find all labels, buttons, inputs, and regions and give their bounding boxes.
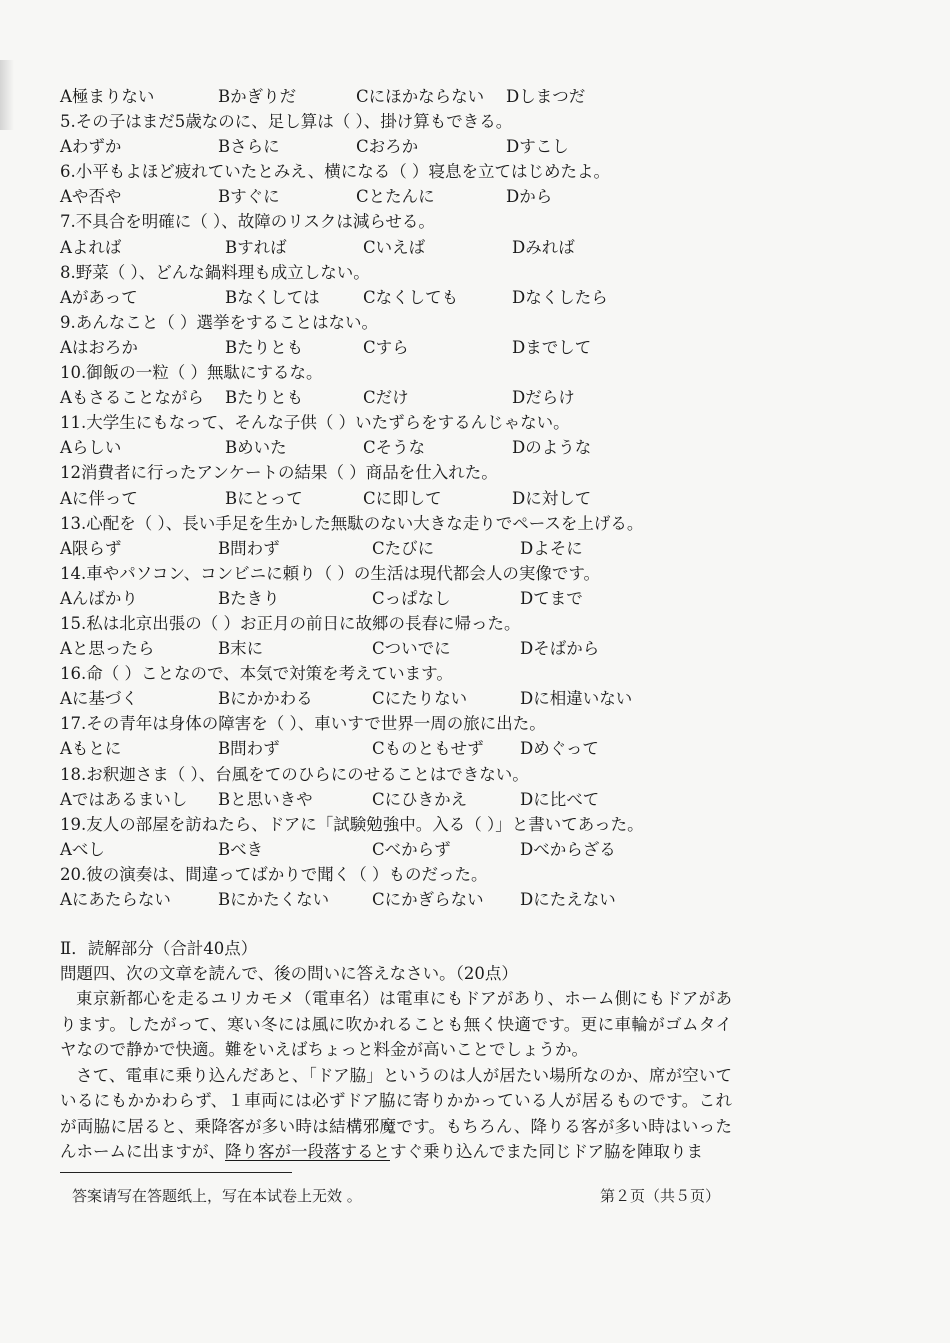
- option-c: Cそうな: [363, 438, 426, 458]
- option-b: Bさらに: [218, 137, 280, 157]
- option-a: Aらしい: [60, 438, 122, 458]
- option-d: Dにたえない: [520, 890, 616, 909]
- option-b: Bと思いきや: [218, 789, 313, 809]
- option-b: Bたりとも: [225, 337, 304, 357]
- question-18: 18.お釈迦さま（ ）、台風をてのひらにのせることはできない。: [60, 764, 529, 784]
- option-c: Cっぱなし: [372, 588, 451, 608]
- question-8: 8.野菜（ ）、どんな鍋料理も成立しない。: [60, 262, 370, 282]
- option-b: Bにかかわる: [218, 689, 313, 709]
- section-heading: Ⅱ．読解部分（合計40点）: [60, 939, 258, 959]
- option-d: Dよそに: [520, 538, 583, 558]
- option-a: Aわずか: [60, 137, 122, 157]
- options-11: [60, 435, 740, 460]
- question-list: [60, 84, 740, 1165]
- option-d: Dまでして: [512, 337, 592, 357]
- option-c: Cに即して: [363, 488, 442, 508]
- option-b: B問わず: [218, 739, 280, 759]
- options-7: [60, 235, 740, 260]
- passage-paragraph-2: [60, 1063, 732, 1165]
- question-17: 17.その青年は身体の障害を（ ）、車いすで世界一周の旅に出た。: [60, 714, 546, 734]
- option-d: Dしまつだ: [506, 87, 586, 106]
- option-c: Cいえば: [363, 237, 426, 257]
- scan-shadow: [0, 60, 14, 130]
- option-b: B問わず: [218, 538, 280, 558]
- question-6: 6.小平もよほど疲れていたとみえ、横になる（ ）寝息を立てはじめたよ。: [60, 162, 610, 182]
- question-11: 11.大学生にもなって、そんな子供（ ）いたずらをするんじゃない。: [60, 413, 570, 433]
- option-a: Aはおろか: [60, 337, 138, 357]
- option-d: Dに相違いない: [520, 689, 633, 709]
- question-13: 13.心配を（ ）、長い手足を生かした無駄のない大きな走りでペースを上げる。: [60, 513, 644, 533]
- option-d: Dめぐって: [520, 739, 599, 759]
- passage-text: さて、電車に乗り込んだあと、「ドア脇」というのは人が居たい場所なのか、席が空いているにもかかわらず、１車両には必ずドア脇に寄りかかっている人が居るものです。これが両脇に居ると、乗降客が多い時は結構邪魔です。もちろん、降りる客が多い時はいったんホームに出ますが、: [60, 1065, 732, 1162]
- options-4: [60, 84, 740, 109]
- options-12: [60, 486, 740, 511]
- question-16: 16.命（ ）ことなので、本気で対策を考えています。: [60, 664, 453, 684]
- option-b: Bなくしては: [225, 287, 320, 307]
- option-d: Dなくしたら: [512, 287, 608, 307]
- underlined-phrase: 降り客が一段落すると: [225, 1142, 390, 1162]
- question-15: 15.私は北京出張の（ ）お正月の前日に故郷の長春に帰った。: [60, 613, 521, 633]
- question-9: 9.あんなこと（ ）選挙をすることはない。: [60, 312, 378, 332]
- option-a: Aや否や: [60, 187, 122, 207]
- option-a: Aに伴って: [60, 488, 138, 508]
- options-14: [60, 586, 740, 611]
- option-a: A限らず: [60, 538, 122, 558]
- options-18: [60, 787, 740, 812]
- options-17: [60, 736, 740, 761]
- question-14: 14.車やパソコン、コンビニに頼り（ ）の生活は現代都会人の実像です。: [60, 563, 601, 583]
- options-10: [60, 385, 740, 410]
- options-9: [60, 335, 740, 360]
- options-16: [60, 686, 740, 711]
- question-7: 7.不具合を明確に（ ）、故障のリスクは減らせる。: [60, 212, 435, 232]
- passage-paragraph-1: 東京新都心を走るユリカモメ（電車名）は電車にもドアがあり、ホーム側にもドアがあります。したがって、寒い冬には風に吹かれることも無く快適です。更に車輪がゴムタイヤなので静かで快適。難をいえばちょっと料金が高いことでしょうか。: [60, 989, 732, 1060]
- option-a: Aんばかり: [60, 588, 138, 608]
- option-c: Cなくしても: [363, 287, 459, 307]
- question-5: 5.その子はまだ5歳なのに、足し算は（ ）、掛け算もできる。: [60, 112, 513, 132]
- option-d: Dみれば: [512, 237, 575, 257]
- question-10: 10.御飯の一粒（ ）無駄にするな。: [60, 363, 323, 383]
- option-d: Dに対して: [512, 488, 592, 508]
- option-d: Dてまで: [520, 588, 583, 608]
- option-c: Cすら: [363, 337, 409, 357]
- page-number: 第２页（共５页）: [599, 1187, 720, 1205]
- option-d: Dから: [506, 187, 553, 207]
- options-5: [60, 134, 740, 159]
- options-19: [60, 837, 740, 862]
- answer-note: 答案请写在答题纸上，写在本试卷上无效 。: [72, 1187, 362, 1205]
- option-b: Bたきり: [218, 588, 280, 608]
- option-c: Cものともせず: [372, 739, 484, 759]
- problem-heading: 問題四、次の文章を読んで、後の問いに答えなさい。（20点）: [60, 964, 518, 984]
- option-a: Aがあって: [60, 287, 138, 307]
- option-c: Cたびに: [372, 538, 435, 558]
- option-b: Bにとって: [225, 488, 303, 508]
- option-a: A極まりない: [60, 87, 155, 106]
- options-13: [60, 536, 740, 561]
- option-c: Cついでに: [372, 639, 451, 659]
- footnote-rule: [60, 1172, 292, 1173]
- page-footer: [72, 1185, 720, 1206]
- option-c: Cだけ: [363, 388, 409, 408]
- option-a: Aもさることながら: [60, 388, 204, 408]
- options-20: [60, 887, 740, 912]
- option-b: Bすれば: [225, 237, 287, 257]
- question-19: 19.友人の部屋を訪ねたら、ドアに「試験勉強中。入る（ ）」と書いてあった。: [60, 814, 644, 834]
- option-c: Cにかぎらない: [372, 890, 484, 909]
- option-c: Cにひきかえ: [372, 789, 468, 809]
- option-b: Bにかたくない: [218, 890, 330, 909]
- option-b: Bたりとも: [225, 388, 304, 408]
- option-a: Aべし: [60, 839, 105, 859]
- option-b: Bべき: [218, 839, 264, 859]
- question-12: 12消費者に行ったアンケートの結果（ ）商品を仕入れた。: [60, 463, 498, 483]
- option-d: Dに比べて: [520, 789, 600, 809]
- option-b: Bかぎりだ: [218, 87, 297, 106]
- options-6: [60, 184, 740, 209]
- option-a: Aと思ったら: [60, 639, 155, 659]
- option-a: Aよれば: [60, 237, 122, 257]
- option-c: Cにほかならない: [356, 87, 485, 106]
- options-15: [60, 636, 740, 661]
- option-a: Aにあたらない: [60, 890, 171, 909]
- option-c: Cべからず: [372, 839, 451, 859]
- option-a: Aに基づく: [60, 689, 138, 709]
- option-a: Aではあるまいし: [60, 789, 188, 809]
- option-d: Dすこし: [506, 137, 569, 157]
- option-c: Cにたりない: [372, 689, 468, 709]
- option-b: Bすぐに: [218, 187, 280, 207]
- option-d: Dだらけ: [512, 388, 575, 408]
- option-b: B末に: [218, 639, 264, 659]
- option-d: Dそばから: [520, 639, 600, 659]
- option-c: Cとたんに: [356, 187, 435, 207]
- passage-text: すぐ乗り込んでまた同じドア脇を陣取りま: [390, 1142, 704, 1162]
- option-d: Dのような: [512, 438, 592, 458]
- option-d: Dべからざる: [520, 839, 616, 859]
- options-8: [60, 285, 740, 310]
- question-20: 20.彼の演奏は、間違ってばかりで聞く（ ）ものだった。: [60, 864, 488, 884]
- option-a: Aもとに: [60, 739, 122, 759]
- option-b: Bめいた: [225, 438, 287, 458]
- option-c: Cおろか: [356, 137, 419, 157]
